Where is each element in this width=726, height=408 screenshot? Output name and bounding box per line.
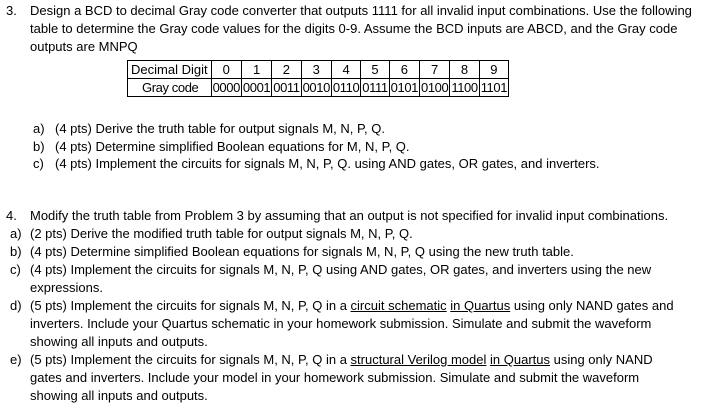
- part-e-pre: (5 pts) Implement the circuits for signals M, N, P, Q in a: [30, 352, 351, 367]
- code-cell: 0011: [273, 79, 300, 95]
- code-cell: 0100: [421, 79, 449, 95]
- decimal-digit-header: Decimal Digit: [128, 61, 212, 79]
- part-text: (4 pts) Determine simplified Boolean equations for M, N, P, Q.: [55, 139, 410, 154]
- code-cell: 0010: [302, 79, 330, 95]
- part-c-line-2: expressions.: [30, 280, 103, 295]
- part-e-line-3: showing all inputs and outputs.: [30, 388, 208, 403]
- part-label: d): [10, 298, 22, 313]
- part-d-pre: (5 pts) Implement the circuits for signals M, N, P, Q in a: [30, 298, 351, 313]
- decimal-digit-row: [128, 61, 509, 79]
- circuit-schematic-term: circuit schematic: [350, 298, 447, 313]
- part-text: (4 pts) Derive the truth table for output signals M, N, P, Q.: [55, 121, 385, 136]
- problem-3-line-2: table to determine the Gray code values for the digits 0-9. Assume the BCD inputs are ABCD, and the Gray code: [30, 21, 678, 36]
- part-text: [30, 351, 720, 405]
- digit-cell: 2: [272, 61, 301, 79]
- part-label: a): [10, 226, 22, 241]
- digit-cell: 4: [331, 61, 360, 79]
- part-e-line-1: [30, 351, 720, 369]
- part-text: [30, 261, 720, 297]
- gray-code-header: Gray code: [128, 79, 212, 97]
- part-e-line-2: gates and inverters. Include your model in your homework submission. Simulate and submit the waveform: [30, 370, 640, 385]
- code-cell: 0000: [212, 79, 240, 95]
- part-d-line-2: inverters. Include your Quartus schematic in your homework submission. Simulate and submit the waveform: [30, 316, 652, 331]
- part-d-line-3: showing all inputs and outputs.: [30, 334, 208, 349]
- part-text: (4 pts) Determine simplified Boolean equations for signals M, N, P, Q using the new truth table.: [30, 244, 574, 259]
- part-d-line-1: [30, 297, 720, 315]
- part-label: a): [33, 121, 45, 136]
- part-label: b): [33, 139, 45, 154]
- code-cell: 1101: [480, 79, 508, 95]
- digit-cell: 6: [389, 61, 419, 79]
- digit-cell: 0: [211, 61, 241, 79]
- in-quartus-term: in Quartus: [450, 298, 511, 313]
- part-text: [30, 297, 720, 351]
- part-label: e): [10, 352, 22, 367]
- part-text: (2 pts) Derive the modified truth table for output signals M, N, P, Q.: [30, 226, 413, 241]
- digit-cell: 1: [241, 61, 271, 79]
- problem-3-line-1: Design a BCD to decimal Gray code converter that outputs 1111 for all invalid input combinations. Use the following: [30, 3, 692, 18]
- problem-3-statement: [30, 2, 720, 56]
- digit-cell: 3: [301, 61, 331, 79]
- code-cell: 0110: [332, 79, 360, 95]
- code-cell: 0111: [362, 79, 388, 95]
- problem-4-number: 4.: [6, 208, 17, 223]
- part-d-post: using only NAND gates and: [510, 298, 674, 313]
- gray-code-row: [128, 79, 509, 97]
- part-label: c): [33, 156, 44, 171]
- part-text: (4 pts) Implement the circuits for signals M, N, P, Q. using AND gates, OR gates, and inverters.: [55, 156, 600, 171]
- in-quartus-term: in Quartus: [490, 352, 550, 367]
- problem-3-number: 3.: [6, 3, 17, 18]
- part-label: b): [10, 244, 22, 259]
- digit-cell: 8: [450, 61, 479, 79]
- part-e-post: using only NAND: [550, 352, 653, 367]
- digit-cell: 9: [479, 61, 508, 79]
- part-label: c): [10, 262, 21, 277]
- code-cell: 0001: [242, 79, 271, 95]
- structural-verilog-term: structural Verilog model: [350, 352, 487, 367]
- problem-4-intro: Modify the truth table from Problem 3 by assuming that an output is not specified for invalid input combinations.: [30, 208, 669, 223]
- digit-cell: 5: [361, 61, 389, 79]
- code-cell: 1100: [451, 79, 478, 95]
- problem-3-line-3: outputs are MNPQ: [30, 39, 138, 54]
- part-c-line-1: (4 pts) Implement the circuits for signals M, N, P, Q using AND gates, OR gates, and inverters using the new: [30, 262, 652, 277]
- digit-cell: 7: [420, 61, 450, 79]
- gray-code-table: [127, 60, 509, 97]
- code-cell: 0101: [390, 79, 418, 95]
